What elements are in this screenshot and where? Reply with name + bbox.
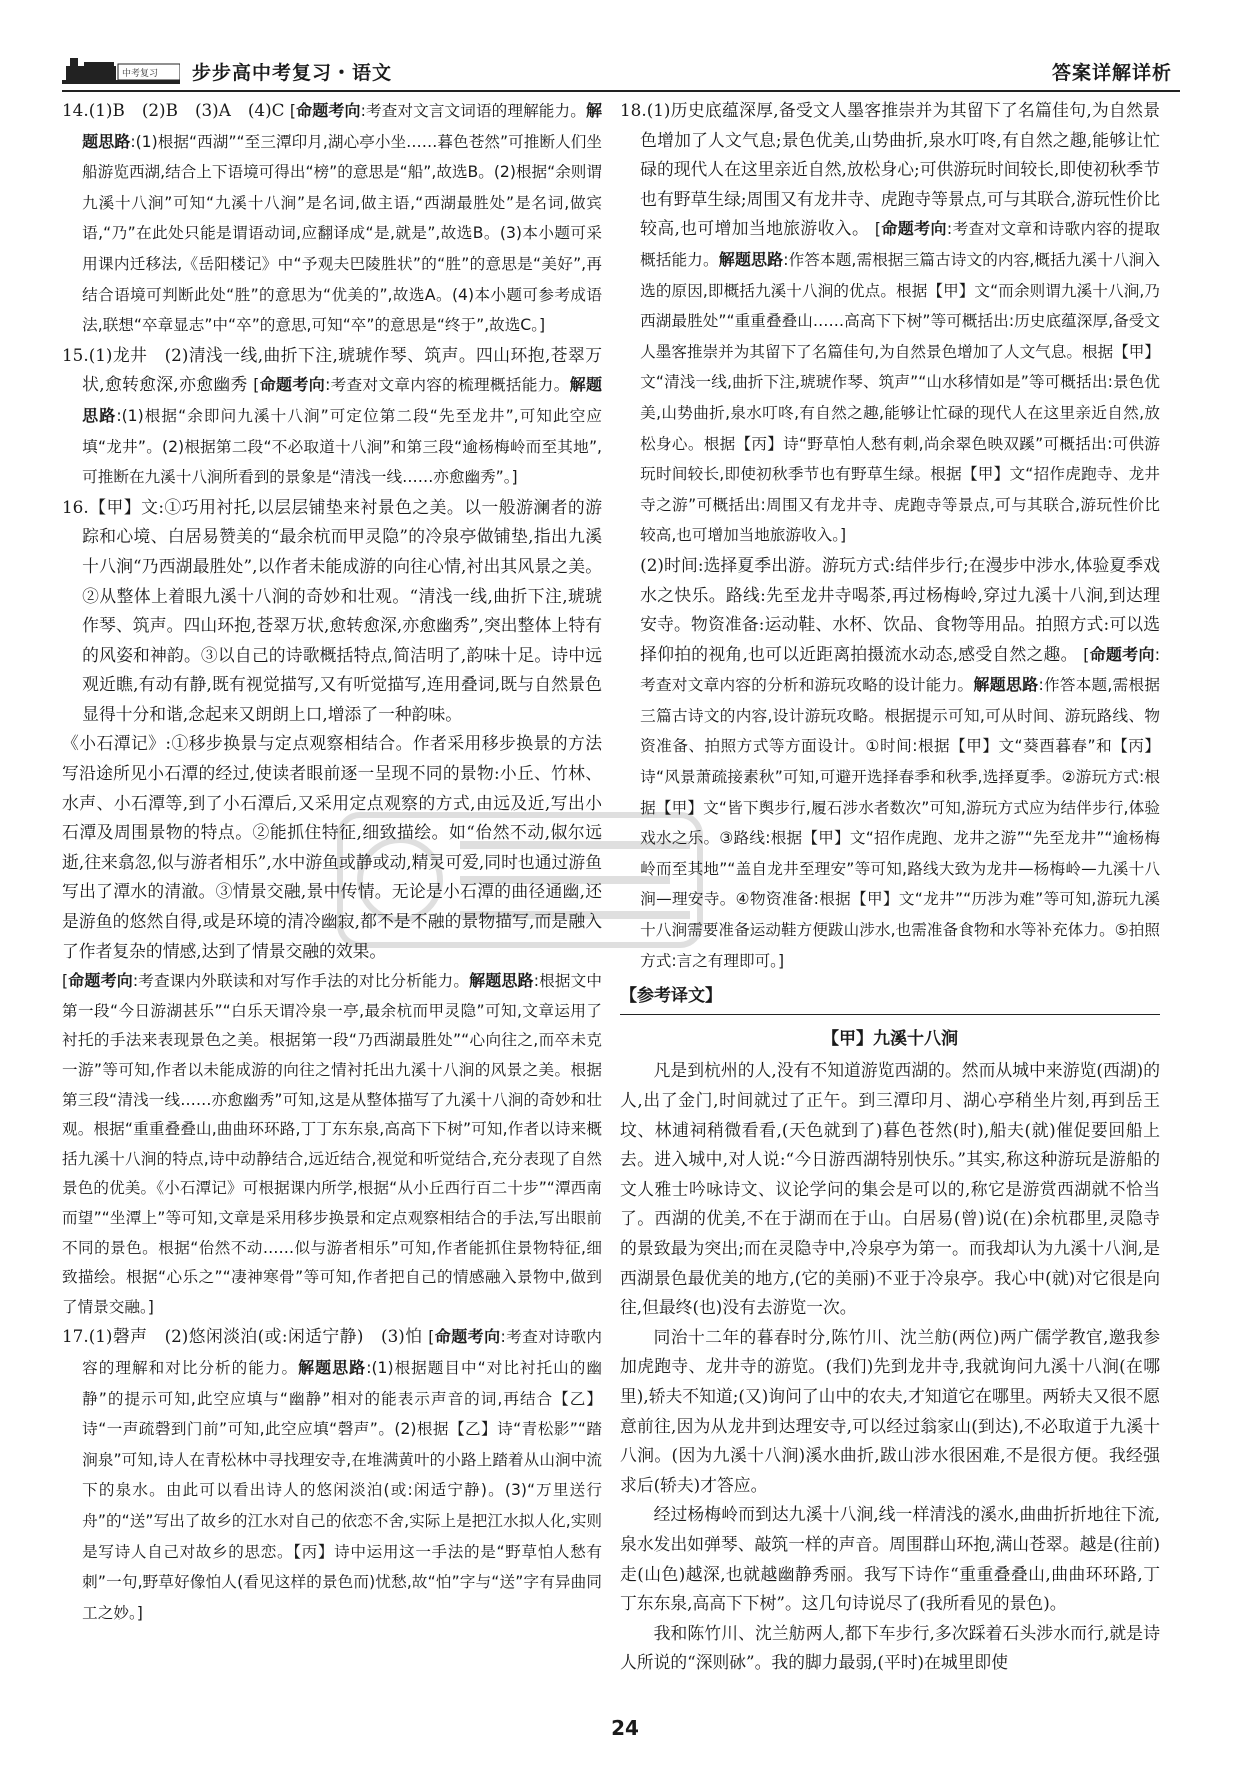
question-number: 18. (620, 100, 647, 120)
note-label: 解题思路 (82, 101, 602, 151)
note-text: :根据文中第一段“今日游湖甚乐”“白乐天谓冷泉一亭,最余杭而甲灵隐”可知,文章运用了衬托的手法来表现景色之美。根据第一段“乃西湖最胜处”“心向往之,而卒未克一游”等可知,作者以未能成游的向往之情衬托出九溪十八涧的风景之美。根据第三段“清浅一线……亦愈幽秀”可知,这是从整体描写了九溪十八涧的奇妙和壮观。根据“重重叠叠山,曲曲环环路,丁丁东东泉,高高下下树”可知,作者以诗来概括九溪十八涧的特点,诗中动静结合,远近结合,视觉和听觉结合,充分表现了自然景色的优美。《小石潭记》可根据课内所学,根据“从小丘西行百二十步”“潭西南而望”“坐潭上”等可知,文章是采用移步换景和定点观察相结合的手法,写出眼前不同的景色。根据“佁然不动……似与游者相乐”可知,作者能抓住景物特征,细致描绘。根据“心乐之”“凄神寒骨”等可知,作者把自己的情感融入景物中,做到了情景交融。 (62, 972, 602, 1316)
translation-paragraph: 同治十二年的暮春时分,陈竹川、沈兰舫(两位)两广儒学教官,邀我参加虎跑寺、龙井寺的游览。(我们)先到龙井寺,我就询问九溪十八涧(在哪里),轿夫不知道;(又)询问了山中的农夫,才知道它在哪里。两轿夫又很不愿意前往,因为从龙井到达理安寺,可以经过翁家山(到达),不必取道于九溪十八涧。(因为九溪十八涧)溪水曲折,跋山涉水很困难,不是很方便。我经强求后(轿夫)才答应。 (620, 1326, 1160, 1495)
answer-item-18-part2 (620, 551, 1160, 976)
note-text: :(1)根据题目中“对比衬托山的幽静”的提示可知,此空应填与“幽静”相对的能表示声音的词,再结合【乙】诗“一声疏磬到门前”可知,此空应填“磬声”。(2)根据【乙】诗“青松影”“踏涧泉”可知,诗人在青松林中寻找理安寺,在堆满黄叶的小路上踏着从山涧中流下的泉水。由此可以看出诗人的悠闲淡泊(或:闲适宁静)。(3)“万里送行舟”的“送”写出了故乡的江水对自己的依恋不舍,实际上是把江水拟人化,实则是写诗人自己对故乡的思恋。【丙】诗中运用这一手法的是“野草怕人愁有刺”一句,野草好像怕人(看见这样的景色而)忧愁,故“怕”字与“送”字有异曲同工之妙。 (82, 1358, 602, 1622)
book-title: 步步高中考复习・语文 (192, 62, 393, 84)
page-number: 24 (611, 1716, 639, 1740)
analysis-note: [命题考向:考查对文章和诗歌内容的提取概括能力。解题思路:作答本题,需根据三篇古诗文的内容,概括九溪十八涧入选的原因,即概括九溪十八涧的优点。根据【甲】文“而余则谓九溪十八涧,乃西湖最胜处”“重重叠叠山……高高下下树”等可概括出:历史底蕴深厚,备受文人墨客推崇并为其留下了名篇佳句,为自然景色增加了人文气息。根据【甲】文“清浅一线,曲折下注,琥琥作琴、筑声”“山水移情如是”等可概括出:景色优美,山势曲折,泉水叮咚,有自然之趣,能够让忙碌的现代人在这里亲近自然,放松身心。根据【丙】诗“野草怕人愁有刺,尚余翠色映双蹊”可概括出:可供游玩时间较长,即使初秋季节也有野草生绿。根据【甲】文“招作虎跑寺、龙井寺之游”可概括出:周围又有龙井寺、虎跑寺等景点,可与其联合,游玩性价比较高,也可增加当地旅游收入。] (640, 219, 1160, 545)
translation-paragraph: 经过杨梅岭而到达九溪十八涧,线一样清浅的溪水,曲曲折折地往下流,泉水发出如弹琴、敲筑一样的声音。周围群山环抱,满山苍翠。越是(往前)走(山色)越深,也就越幽静秀丽。我写下诗作“重重叠叠山,曲曲环环路,丁丁东东泉,高高下下树”。这几句诗说尽了(我所看见的景色)。 (620, 1504, 1160, 1614)
question-number: 14. (62, 100, 89, 120)
note-label: 命题考向 (1089, 644, 1155, 664)
answer-text: (1)磬声 (2)悠闲淡泊(或:闲适宁静) (3)怕 (88, 1326, 423, 1347)
note-label: 命题考向 (259, 375, 326, 395)
analysis-note: [命题考向:考查对文言文词语的理解能力。解题思路:(1)根据“西湖”“至三潭印月,湖心亭小坐……暮色苍然”可推断人们坐船游览西湖,结合上下语境可得出“榜”的意思是“船”,故选B。(2)根据“余则谓九溪十八涧”可知“九溪十八涧”是名词,做主语,“西湖最胜处”是名词,做宾语,“乃”在此处只能是谓语动词,应翻译成“是,就是”,故选B。(3)本小题可采用课内迁移法,《岳阳楼记》中“予观夫巴陵胜状”的“胜”的意思是“美好”,再结合语境可判断此处“胜”的意思为“优美的”,故选A。(4)本小题可参考成语法,联想“卒章显志”中“卒”的意思,可知“卒”的意思是“终于”,故选C。] (82, 101, 602, 335)
answer-item-15 (62, 341, 602, 493)
left-column (62, 96, 602, 1706)
translation-paragraph: 凡是到杭州的人,没有不知道游览西湖的。然而从城中来游览(西湖)的人,出了金门,时间就过了正午。到三潭印月、湖心亭稍坐片刻,再到岳王坟、林逋祠稍微看看,(天色就到了)暮色苍然(时),船夫(就)催促要回船上去。进入城中,对人说:“今日游西湖特别快乐。”其实,称这种游玩是游船的文人雅士吟咏诗文、议论学问的集会是可以的,称它是游赏西湖就不恰当了。西湖的优美,不在于湖而在于山。白居易(曾)说(在)余杭郡里,灵隐寺的景致最为突出;而在灵隐寺中,冷泉亭为第一。而我却认为九溪十八涧,是西湖景色最优美的地方,(它的美丽)不亚于冷泉亭。我心中(就)对它很是向往,但最终(也)没有去游览一次。 (620, 1060, 1160, 1318)
note-text: :考查对文章内容的分析和游玩攻略的设计能力。 (640, 645, 1160, 695)
analysis-note: [命题考向:考查课内外联读和对写作手法的对比分析能力。解题思路:根据文中第一段“今日游湖甚乐”“白乐天谓冷泉一亭,最余杭而甲灵隐”可知,文章运用了衬托的手法来表现景色之美。根据第一段“乃西湖最胜处”“心向往之,而卒未克一游”等可知,作者以未能成游的向往之情衬托出九溪十八涧的风景之美。根据第三段“清浅一线……亦愈幽秀”可知,这是从整体描写了九溪十八涧的奇妙和壮观。根据“重重叠叠山,曲曲环环路,丁丁东东泉,高高下下树”可知,作者以诗来概括九溪十八涧的特点,诗中动静结合,远近结合,视觉和听觉结合,充分表现了自然景色的优美。《小石潭记》可根据课内所学,根据“从小丘西行百二十步”“潭西南而望”“坐潭上”等可知,文章是采用移步换景和定点观察相结合的手法,写出眼前不同的景色。根据“佁然不动……似与游者相乐”可知,作者能抓住景物特征,细致描绘。根据“心乐之”“凄神寒骨”等可知,作者把自己的情感融入景物中,做到了情景交融。] (62, 971, 602, 1316)
answer-item-14 (62, 96, 602, 341)
header-divider (62, 90, 1180, 92)
section-title: 答案详解详析 (1051, 62, 1172, 84)
note-label: 命题考向 (296, 101, 361, 120)
answer-text: (1)B (2)B (3)A (4)C (88, 100, 285, 120)
note-label: 解题思路 (469, 971, 534, 991)
publisher-logo (62, 52, 180, 86)
answer-text: (2)时间:选择夏季出游。游玩方式:结伴步行;在漫步中涉水,体验夏季戏水之快乐。路线:先至龙井寺喝茶,再过杨梅岭,穿过九溪十八涧,到达理安寺。物资准备:运动鞋、水杯、饮品、食物等用品。拍照方式:可以选择仰拍的视角,也可以近距离拍摄流水动态,感受自然之趣。 (640, 554, 1160, 664)
note-label: 命题考向 (880, 219, 947, 239)
question-number: 16. (62, 496, 89, 517)
right-column (620, 96, 1160, 1706)
question-number: 17. (62, 1326, 89, 1347)
reference-translation-heading: 【参考译文】 (620, 982, 1160, 1015)
answer-text: 《小石潭记》:①移步换景与定点观察相结合。作者采用移步换景的方法写沿途所见小石潭的经过,使读者眼前逐一呈现不同的景物:小丘、竹林、水声、小石潭等,到了小石潭后,又采用定点观察的方式,由远及近,写出小石潭及周围景物的特点。②能抓住特征,细致描绘。如“佁然不动,俶尔远逝,往来翕忽,似与游者相乐”,水中游鱼或静或动,精灵可爱,同时也通过游鱼写出了潭水的清澈。③情景交融,景中传情。无论是小石潭的曲径通幽,还是游鱼的悠然自得,或是环境的清冷幽寂,都不是不融的景物描写,而是融入了作者复杂的情感,达到了情景交融的效果。 (62, 733, 602, 961)
analysis-note: [命题考向:考查对文章内容的分析和游玩攻略的设计能力。解题思路:作答本题,需根据三篇古诗文的内容,设计游玩攻略。根据提示可知,可从时间、游玩路线、物资准备、拍照方式等方面设计。①时间:根据【甲】文“葵酉暮春”和【丙】诗“风景萧疏接素秋”可知,可避开选择春季和秋季,选择夏季。②游玩方式:根据【甲】文“皆下舆步行,履石涉水者数次”可知,游玩方式应为结伴步行,体验戏水之乐。③路线:根据【甲】文“招作虎跑、龙井之游”“先至龙井”“逾杨梅岭而至其地”“盖自龙井至理安”等可知,路线大致为龙井—杨梅岭—九溪十八涧—理安寺。④物资准备:根据【甲】文“龙井”“历涉为难”等可知,游玩九溪十八涧需要准备运动鞋方便跋山涉水,也需准备食物和水等补充体力。⑤拍照方式:言之有理即可。] (640, 644, 1160, 970)
note-label: 解题思路 (718, 249, 784, 269)
answer-item-18 (620, 96, 1160, 551)
analysis-note: [命题考向:考查对文章内容的梳理概括能力。解题思路:(1)根据“余即问九溪十八涧”可定位第二段“先至龙井”,可知此空应填“龙井”。(2)根据第二段“不必取道十八涧”和第三段“逾杨梅岭而至其地”,可推断在九溪十八涧所看到的景象是“清浅一线……亦愈幽秀”。] (82, 375, 602, 487)
note-text: :(1)根据“西湖”“至三潭印月,湖心亭小坐……暮色苍然”可推断人们坐船游览西湖,结合上下语境可得出“榜”的意思是“船”,故选B。(2)根据“余则谓九溪十八涧”可知“九溪十八涧”是名词,做主语,“西湖最胜处”是名词,做宾语,“乃”在此处只能是谓语动词,应翻译成“是,就是”,故选B。(3)本小题可采用课内迁移法,《岳阳楼记》中“予观夫巴陵胜状”的“胜”的意思是“美好”,再结合语境可判断此处“胜”的意思为“优美的”,故选A。(4)本小题可参考成语法,联想“卒章显志”中“卒”的意思,可知“卒”的意思是“终于”,故选C。 (82, 132, 602, 335)
note-label: 命题考向 (68, 971, 133, 991)
note-text: :考查课内外联读和对写作手法的对比分析能力。 (132, 972, 470, 991)
note-text: :考查对诗歌内容的理解和对比分析的能力。 (82, 1328, 602, 1377)
note-text: :考查对文章内容的梳理概括能力。 (325, 376, 570, 395)
analysis-note: [命题考向:考查对诗歌内容的理解和对比分析的能力。解题思路:(1)根据题目中“对比衬托山的幽静”的提示可知,此空应填与“幽静”相对的能表示声音的词,再结合【乙】诗“一声疏磬到门前”可知,此空应填“磬声”。(2)根据【乙】诗“青松影”“踏涧泉”可知,诗人在青松林中寻找理安寺,在堆满黄叶的小路上踏着从山涧中流下的泉水。由此可以看出诗人的悠闲淡泊(或:闲适宁静)。(3)“万里送行舟”的“送”写出了故乡的江水对自己的依恋不舍,实际上是把江水拟人化,实则是写诗人自己对故乡的思恋。【丙】诗中运用这一手法的是“野草怕人愁有刺”一句,野草好像怕人(看见这样的景色而)忧愁,故“怕”字与“送”字有异曲同工之妙。] (82, 1327, 602, 1622)
answer-item-17 (62, 1322, 602, 1628)
note-label: 解题思路 (973, 675, 1039, 695)
note-text: :作答本题,需根据三篇古诗文的内容,设计游玩攻略。根据提示可知,可从时间、游玩路线、物资准备、拍照方式等方面设计。①时间:根据【甲】文“葵酉暮春”和【丙】诗“风景萧疏接素秋”可知,可避开选择春季和秋季,选择夏季。②游玩方式:根据【甲】文“皆下舆步行,履石涉水者数次”可知,游玩方式应为结伴步行,体验戏水之乐。③路线:根据【甲】文“招作虎跑、龙井之游”“先至龙井”“逾杨梅岭而至其地”“盖自龙井至理安”等可知,路线大致为龙井—杨梅岭—九溪十八涧—理安寺。④物资准备:根据【甲】文“龙井”“历涉为难”等可知,游玩九溪十八涧需要准备运动鞋方便跋山涉水,也需准备食物和水等补充体力。⑤拍照方式:言之有理即可。 (640, 676, 1160, 970)
note-text: :考查对文章和诗歌内容的提取概括能力。 (640, 220, 1160, 269)
note-text: :考查对文言文词语的理解能力。 (360, 102, 586, 120)
answer-text: 【甲】文:①巧用衬托,以层层铺垫来衬景色之美。以一般游澜者的游踪和心境、白居易赞美的“最余杭而甲灵隐”的冷泉亭做铺垫,指出九溪十八涧“乃西湖最胜处”,以作者未能成游的向往心情,衬出其风景之美。②从整体上着眼九溪十八涧的奇妙和壮观。“清浅一线,曲折下注,琥琥作琴、筑声。四山环抱,苍翠万状,愈转愈深,亦愈幽秀”,突出整体上特有的风姿和神韵。③以自己的诗歌概括特点,简洁明了,韵味十足。诗中远观近瞧,有动有静,既有视觉描写,又有听觉描写,连用叠词,既与自然景色显得十分和谐,念起来又朗朗上口,增添了一种韵味。 (82, 496, 602, 724)
logo-text: 中考复习 (122, 69, 159, 79)
note-text: :(1)根据“余即问九溪十八涧”可定位第二段“先至龙井”,可知此空应填“龙井”。(2)根据第二段“不必取道十八涧”和第三段“逾杨梅岭而至其地”,可推断在九溪十八涧所看到的景象是“清浅一线……亦愈幽秀”。 (82, 406, 602, 487)
answer-item-16 (62, 493, 602, 730)
answer-text: (1)历史底蕴深厚,备受文人墨客推崇并为其留下了名篇佳句,为自然景色增加了人文气息;景色优美,山势曲折,泉水叮咚,有自然之趣,能够让忙碌的现代人在这里亲近自然,放松身心;可供游玩时间较长,即使初秋季节也有野草生绿;周围又有龙井寺、虎跑寺等景点,可与其联合,游玩性价比较高,也可增加当地旅游收入。 (640, 100, 1160, 239)
answer-text: (1)龙井 (2)清浅一线,曲折下注,琥琥作琴、筑声。四山环抱,苍翠万状,愈转愈深,亦愈幽秀 (82, 344, 602, 395)
note-label: 解题思路 (298, 1357, 367, 1377)
answer-item-16-part2 (62, 729, 602, 966)
question-number: 15. (62, 344, 89, 365)
translation-subtitle: 【甲】九溪十八涧 (822, 1028, 958, 1049)
note-label: 解题思路 (82, 375, 602, 425)
logo-mark-icon (62, 52, 180, 86)
page-header (62, 50, 1180, 94)
translation-paragraph: 我和陈竹川、沈兰舫两人,都下车步行,多次踩着石头涉水而行,就是诗人所说的“深则砅”。我的脚力最弱,(平时)在城里即使 (620, 1622, 1160, 1673)
note-label: 命题考向 (434, 1327, 501, 1347)
note-text: :作答本题,需根据三篇古诗文的内容,概括九溪十八涧入选的原因,即概括九溪十八涧的优点。根据【甲】文“而余则谓九溪十八涧,乃西湖最胜处”“重重叠叠山……高高下下树”等可概括出:历史底蕴深厚,备受文人墨客推崇并为其留下了名篇佳句,为自然景色增加了人文气息。根据【甲】文“清浅一线,曲折下注,琥琥作琴、筑声”“山水移情如是”等可概括出:景色优美,山势曲折,泉水叮咚,有自然之趣,能够让忙碌的现代人在这里亲近自然,放松身心。根据【丙】诗“野草怕人愁有刺,尚余翠色映双蹊”可概括出:可供游玩时间较长,即使初秋季节也有野草生绿。根据【甲】文“招作虎跑寺、龙井寺之游”可概括出:周围又有龙井寺、虎跑寺等景点,可与其联合,游玩性价比较高,也可增加当地旅游收入。 (640, 250, 1160, 545)
